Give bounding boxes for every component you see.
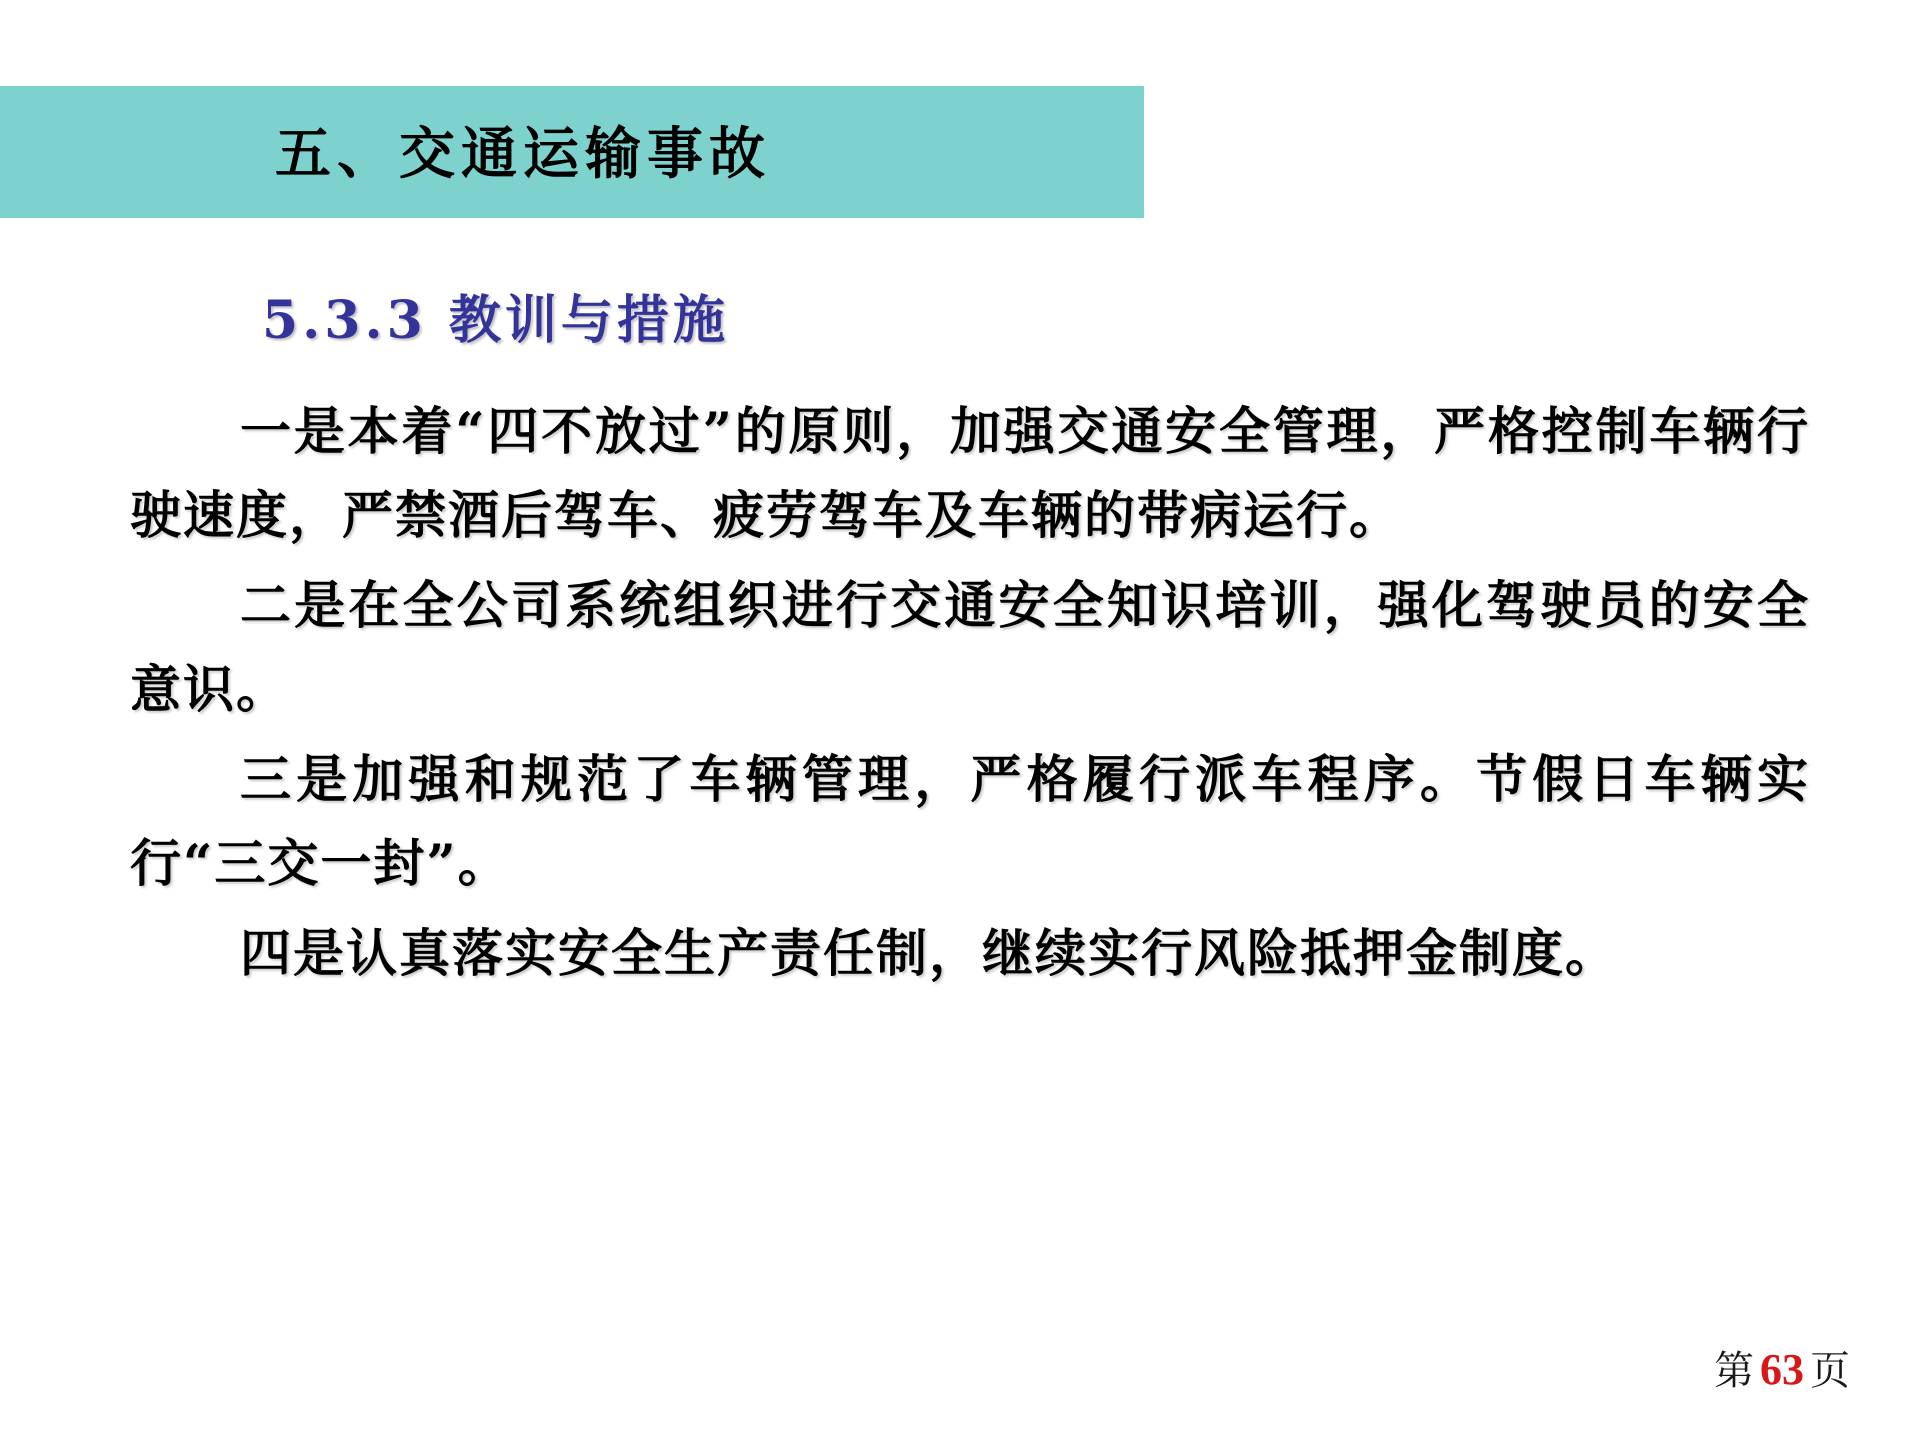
paragraph: 三是加强和规范了车辆管理，严格履行派车程序。节假日车辆实行“三交一封”。	[130, 750, 1810, 894]
page-number-suffix: 页	[1810, 1348, 1850, 1393]
slide-title: 五、交通运输事故	[275, 121, 771, 187]
paragraph: 一是本着“四不放过”的原则，加强交通安全管理，严格控制车辆行驶速度，严禁酒后驾车、疲劳驾车及车辆的带病运行。	[130, 402, 1810, 546]
page-number-prefix: 第	[1714, 1348, 1754, 1393]
paragraph: 四是认真落实安全生产责任制，继续实行风险抵押金制度。	[240, 924, 1619, 984]
page-number	[1714, 1339, 1850, 1396]
paragraph: 二是在全公司系统组织进行交通安全知识培训，强化驾驶员的安全意识。	[130, 576, 1810, 720]
section-heading: 5.3.3 教训与措施	[262, 290, 729, 351]
body-content	[130, 390, 1810, 1002]
page-number-value: 63	[1760, 1345, 1804, 1394]
